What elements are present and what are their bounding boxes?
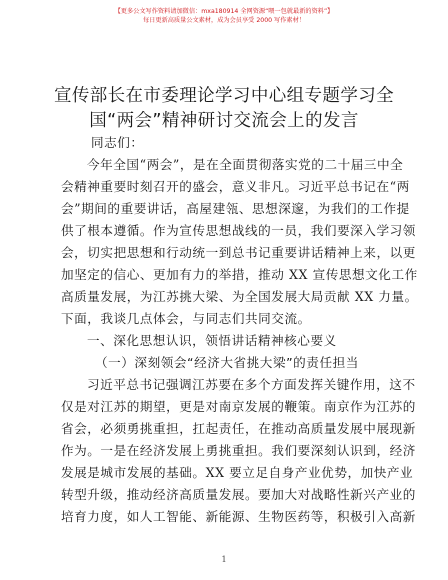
section-heading: 一、深化思想认识，领悟讲话精神核心要义 <box>87 333 337 348</box>
promo-banner-line-2: 每日更新高质量公文素材，成为会员享受 2000 写作素材！ <box>143 17 305 24</box>
paragraph-line: 培育力度，如人工智能、新能源、生物医药等，积极引入高新 <box>61 509 416 524</box>
paragraph-line: 高质量发展，为江苏挑大梁、为全国发展大局贡献 XX 力量。 <box>61 289 418 304</box>
subsection-heading: （一）深刻领会“经济大省挑大梁”的责任担当 <box>95 355 359 370</box>
paragraph-line: 下面，我谈几点体会，与同志们共同交流。 <box>61 311 311 326</box>
paragraph-line: 省会，必须勇挑重担，扛起责任，在推动高质量发展中展现新 <box>61 421 416 436</box>
paragraph-line: 会精神重要时刻召开的盛会，意义非凡。习近平总书记在“两 <box>61 179 410 194</box>
paragraph-line: 会，切实把思想和行动统一到总书记重要讲话精神上来，以更 <box>61 245 416 260</box>
paragraph-line: 仅是对江苏的期望，更是对南京发展的鞭策。南京作为江苏的 <box>61 399 416 414</box>
paragraph-line: 转型升级，推动经济高质量发展。要加大对战略性新兴产业的 <box>61 487 416 502</box>
paragraph-line: 会”期间的重要讲话，高屋建瓴、思想深邃，为我们的工作提 <box>61 201 410 216</box>
page-number: 1 <box>221 555 227 564</box>
document-title: 宣传部长在市委理论学习中心组专题学习全国“两会”精神研讨交流会上的发言 <box>53 86 395 131</box>
paragraph-line: 习近平总书记强调江苏要在多个方面发挥关键作用，这不 <box>87 377 416 392</box>
paragraph-line: 加坚定的信心、更加有力的举措，推动 XX 宣传思想文化工作 <box>61 267 418 282</box>
paragraph-line: 供了根本遵循。作为宣传思想战线的一员，我们要深入学习领 <box>61 223 416 238</box>
paragraph-line: 作为。一是在经济发展上勇挑重担。我们要深刻认识到，经济 <box>61 443 416 458</box>
promo-banner-line-1: 【更多公文写作资料请加微信：mxa180914 全网资源“喂一包就最新的资料”】 <box>114 8 334 15</box>
paragraph-line: 今年全国“两会”，是在全面贯彻落实党的二十届三中全 <box>87 157 404 172</box>
paragraph-line: 发展是城市发展的基础。XX 要立足自身产业优势，加快产业 <box>61 465 414 480</box>
salutation: 同志们： <box>91 135 144 150</box>
